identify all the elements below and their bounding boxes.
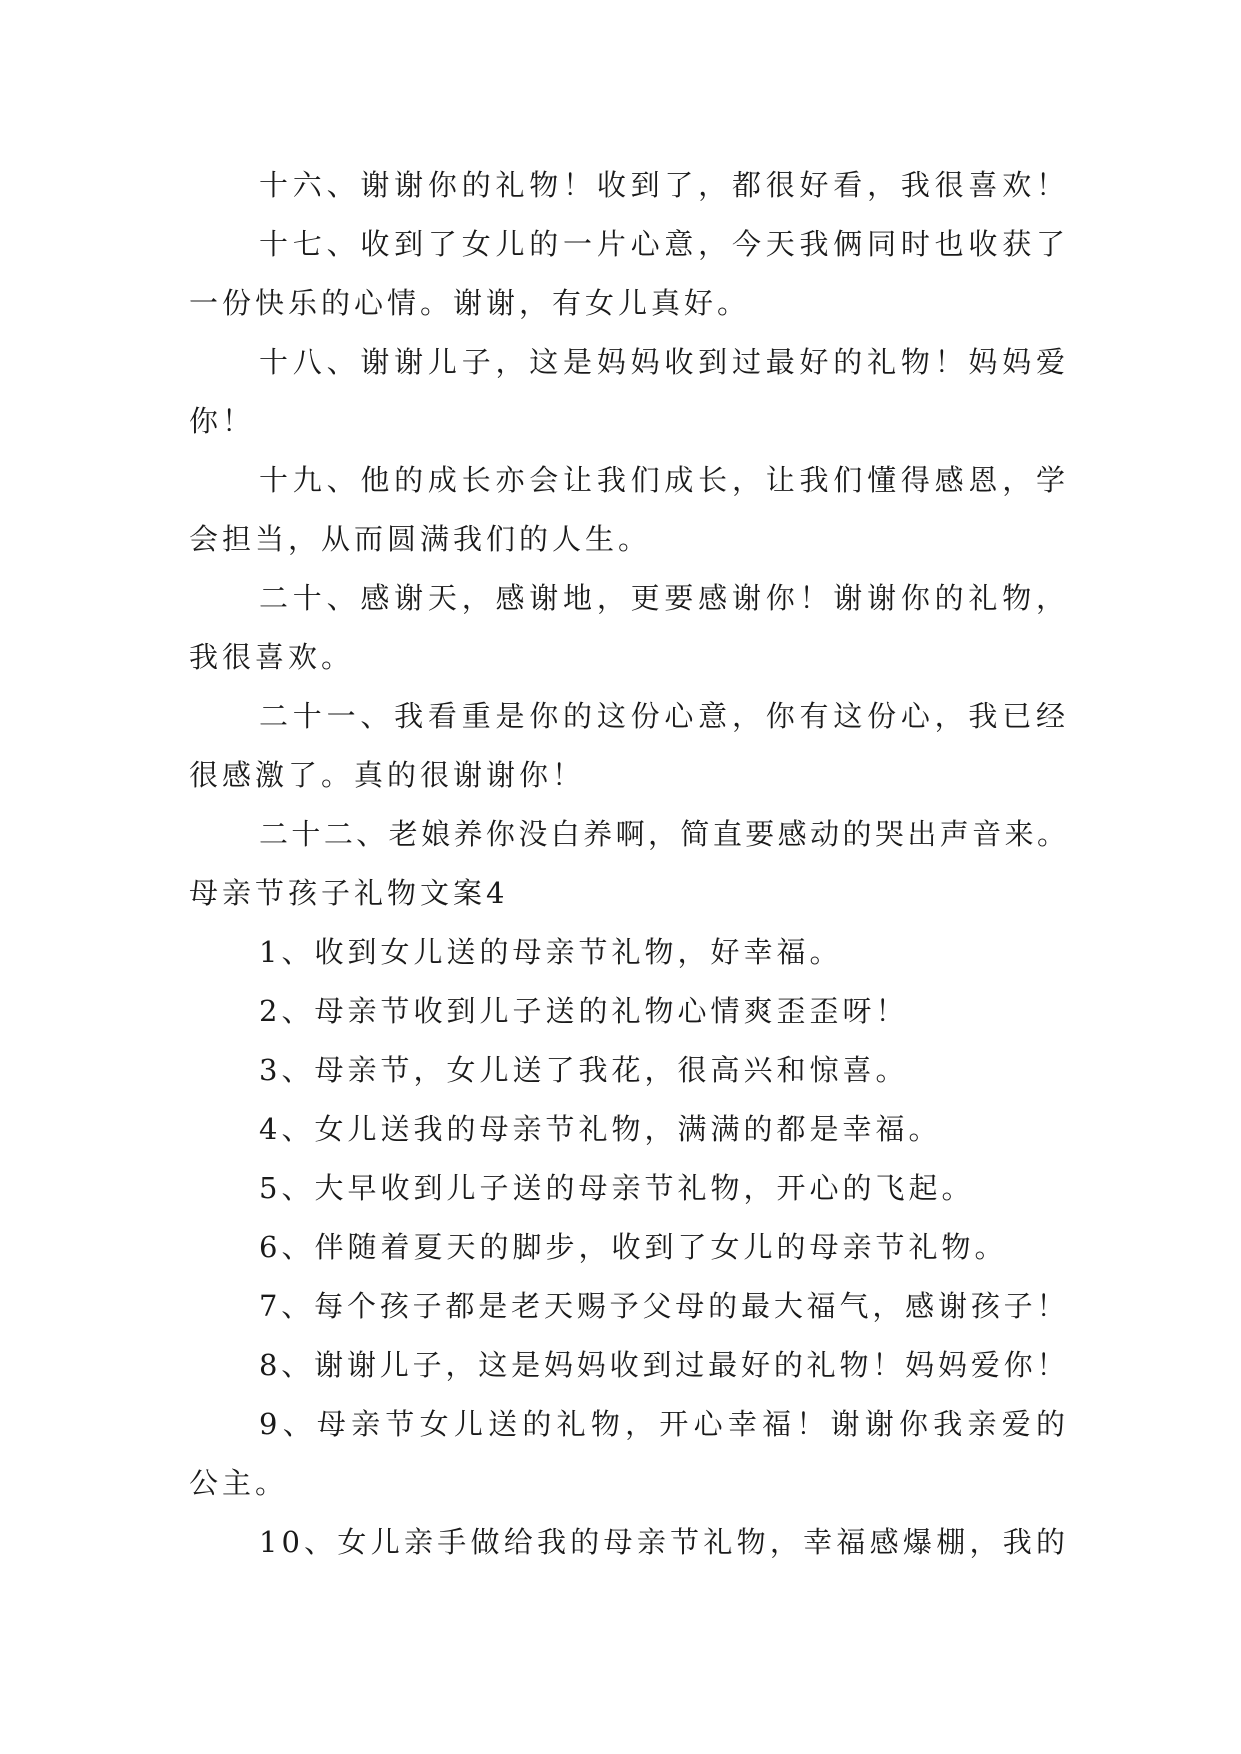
paragraph-line: 十九、他的成长亦会让我们成长，让我们懂得感恩，学 — [259, 463, 1069, 497]
list-item: 5、大早收到儿子送的母亲节礼物，开心的飞起。 — [259, 1171, 975, 1205]
list-item: 10、女儿亲手做给我的母亲节礼物，幸福感爆棚，我的 — [259, 1525, 1069, 1559]
list-item: 1、收到女儿送的母亲节礼物，好幸福。 — [259, 935, 843, 969]
paragraph-line: 你！ — [189, 404, 256, 438]
list-item: 4、女儿送我的母亲节礼物，满满的都是幸福。 — [259, 1112, 942, 1146]
paragraph-line: 很感激了。真的很谢谢你！ — [189, 758, 586, 792]
list-item-continuation: 公主。 — [189, 1466, 289, 1500]
paragraph-line: 二十二、老娘养你没白养啊，简直要感动的哭出声音来。 — [259, 817, 1069, 851]
paragraph-line: 我很喜欢。 — [189, 640, 355, 674]
list-item: 3、母亲节，女儿送了我花，很高兴和惊喜。 — [259, 1053, 909, 1087]
paragraph-line: 二十一、我看重是你的这份心意，你有这份心，我已经 — [259, 699, 1069, 733]
paragraph-line: 十八、谢谢儿子，这是妈妈收到过最好的礼物！妈妈爱 — [259, 345, 1069, 379]
paragraph-line: 一份快乐的心情。谢谢，有女儿真好。 — [189, 286, 751, 320]
document-page — [189, 156, 1069, 1572]
list-item: 7、每个孩子都是老天赐予父母的最大福气，感谢孩子！ — [259, 1289, 1069, 1323]
list-item: 9、母亲节女儿送的礼物，开心幸福！谢谢你我亲爱的 — [259, 1407, 1069, 1441]
list-item: 2、母亲节收到儿子送的礼物心情爽歪歪呀！ — [259, 994, 909, 1028]
section-heading: 母亲节孩子礼物文案4 — [189, 876, 509, 910]
paragraph-line: 十六、谢谢你的礼物！收到了，都很好看，我很喜欢！ — [259, 168, 1069, 202]
list-item: 8、谢谢儿子，这是妈妈收到过最好的礼物！妈妈爱你！ — [259, 1348, 1069, 1382]
paragraph-line: 会担当，从而圆满我们的人生。 — [189, 522, 652, 556]
paragraph-line: 二十、感谢天，感谢地，更要感谢你！谢谢你的礼物， — [259, 581, 1069, 615]
list-item: 6、伴随着夏天的脚步，收到了女儿的母亲节礼物。 — [259, 1230, 1008, 1264]
paragraph-line: 十七、收到了女儿的一片心意，今天我俩同时也收获了 — [259, 227, 1069, 261]
